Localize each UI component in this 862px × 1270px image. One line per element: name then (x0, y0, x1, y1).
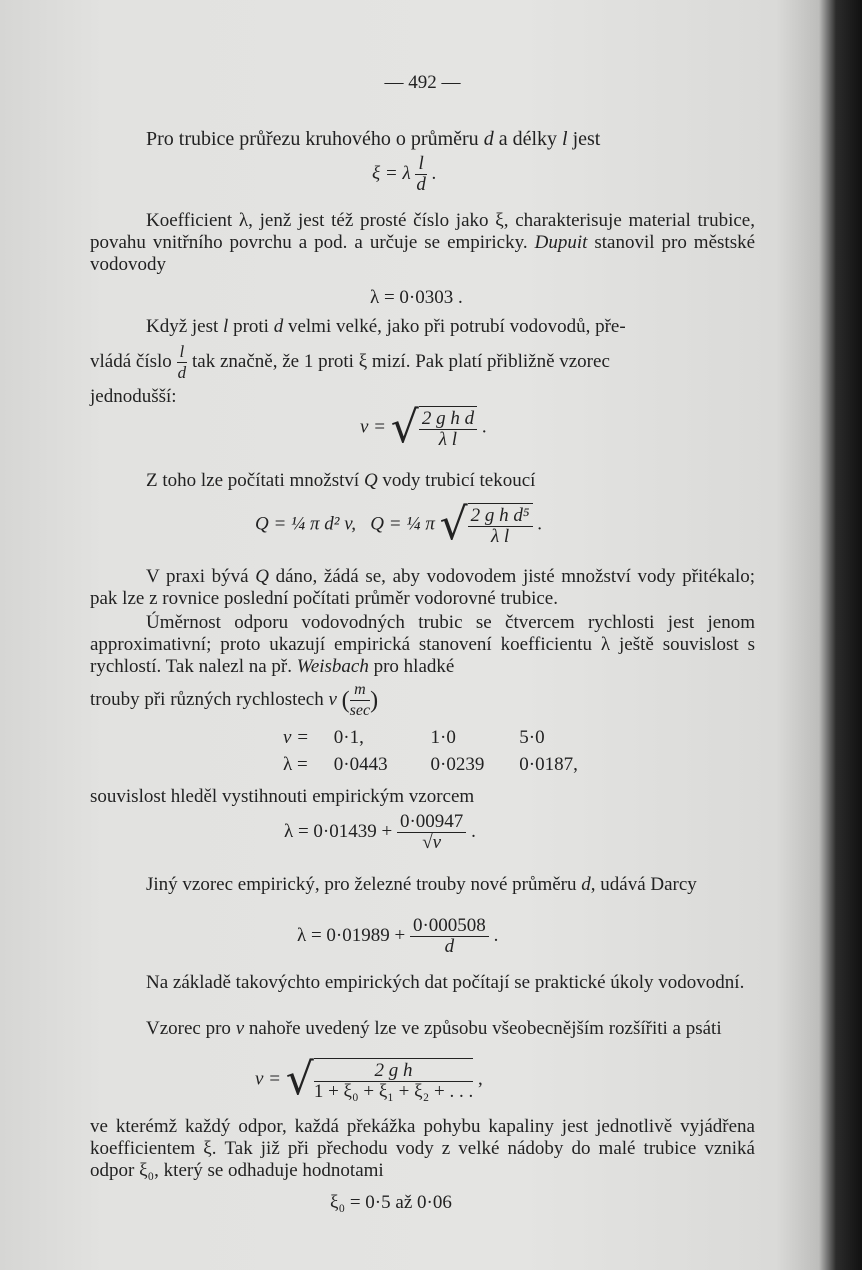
page-number: — 492 — (384, 72, 461, 93)
paragraph-souvislost: souvislost hleděl vystihnouti empirickým vzorcem (90, 786, 475, 807)
equation-v-general: v = √ $\frac{\text{2 g h}}{\text{1 + ξ₀ + ξ₁ + ξ₂ + . . .}}$ , (255, 1054, 483, 1105)
paragraph-kdyz-line3: jednodušší: (90, 386, 177, 407)
paragraph-vzorec: Vzorec pro v nahoře uvedený lze ve způsobu všeobecnějším rozšířiti a psáti (146, 1018, 722, 1039)
table-lambda-row: λ = 0·0443 0·0239 0·0187, (283, 754, 578, 775)
equation-lambda-dupuit: λ = 0·0303 . (370, 287, 463, 308)
paragraph-z-toho: Z toho lze počítati množství Q vody trubicí tekoucí (146, 470, 536, 491)
paragraph-na-zaklade: Na základě takovýchto empirických dat počítají se praktické úkoly vodovodní. (146, 972, 745, 993)
paragraph-koefficient: Koefficient λ, jenž jest též prosté číslo jako ξ, charakterisuje material trubice, povahu vnitřního povrchu a pod. a určuje se empiricky. Dupuit stanovil pro městské vodovody (90, 210, 756, 275)
paragraph-darcy: Jiný vzorec empirický, pro železné trouby nové průměru d, udává Darcy (146, 874, 697, 895)
equation-xi0: ξ₀ = 0·5 až 0·06 (330, 1192, 452, 1213)
paragraph-umernost: Úměrnost odporu vodovodných trubic se čtvercem rychlosti jest jenom approximativní; proto ukazují empirická stanovení koefficientu λ ještě souvislost s rychlostí. Tak nalezl na př. Weisbach pro hladké (90, 612, 755, 677)
paragraph-intro: Pro trubice průřezu kruhového o průměru d a délky l jest (146, 128, 601, 150)
table-v-row: v = 0·1, 1·0 5·0 (283, 727, 545, 748)
paragraph-kdyz-line2: vládá číslo $\frac{l}{d}$ tak značně, že 1 proti ξ mizí. Pak platí přibližně vzorec (90, 342, 610, 382)
paragraph-ve-kteremz: ve kterémž každý odpor, každá překážka pohybu kapaliny jest jednotlivě vyjádřena koefficientem ξ. Tak již při přechodu vody z velké nádoby do malé trubice vzniká odpor ξ₀, který se odhaduje hodnotami (90, 1116, 755, 1181)
equation-q: Q = ¼ π d² v, Q = ¼ π √ $\frac{\text{2 g h d⁵}}{\text{λ l}}$ . (255, 499, 542, 550)
equation-lambda-weisbach: λ = 0·01439 + $\frac{0\cdot 00947}{√v}$ . (284, 811, 476, 853)
paragraph-kdyz-line1: Když jest l proti d velmi velké, jako při potrubí vodovodů, pře- (146, 316, 626, 337)
equation-xi: ξ = λ $\frac{l}{d}$ . (372, 153, 437, 195)
paragraph-trouby-line: trouby při různých rychlostech v ( $\frac{m}{\sec}$ ) (90, 681, 379, 719)
paragraph-v-praxi: V praxi bývá Q dáno, žádá se, aby vodovodem jisté množství vody přitékalo; pak lze z rovnice poslední počítati průměr vodorovné trubice. (90, 566, 755, 609)
equation-lambda-darcy: λ = 0·01989 + $\frac{0\cdot 000508}{d}$ . (297, 915, 499, 957)
equation-v-simple: v = √ $\frac{\text{2 g h d}}{\text{λ l}}$ . (360, 402, 487, 453)
